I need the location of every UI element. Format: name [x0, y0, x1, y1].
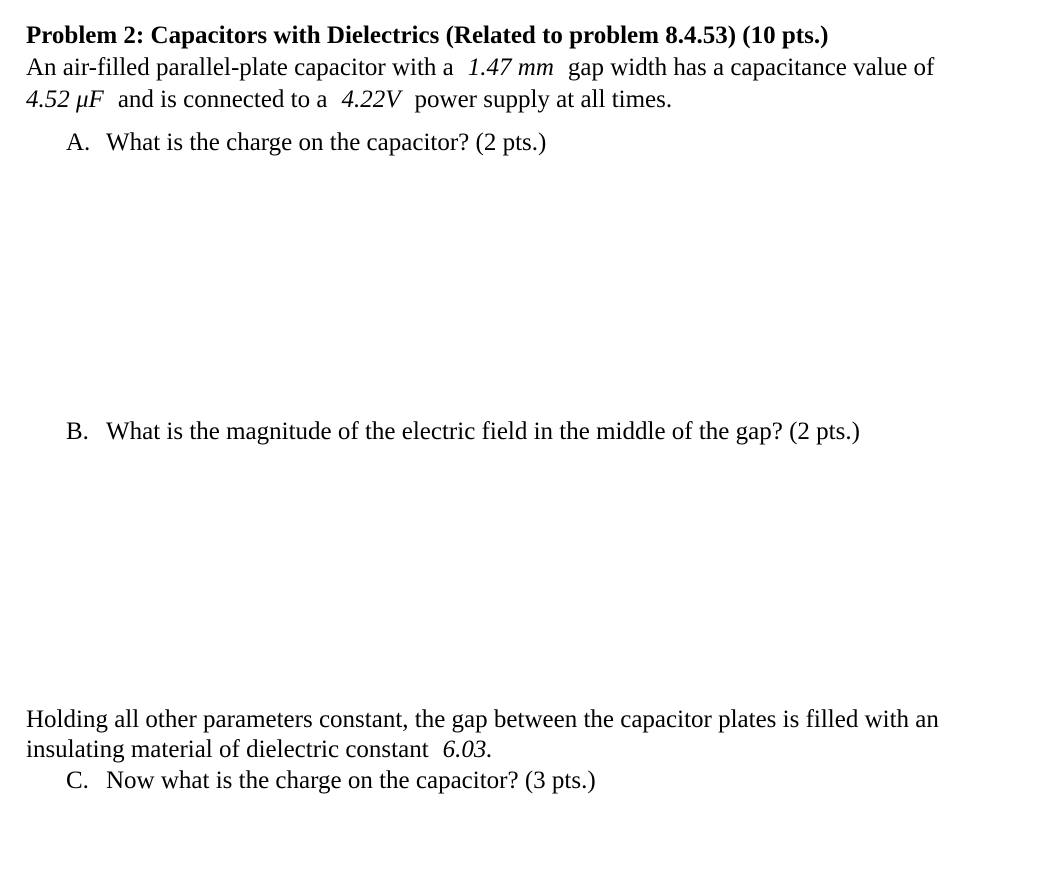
question-a-text: What is the charge on the capacitor? (2 pts.) [106, 129, 547, 156]
intro-line-2 [26, 84, 672, 116]
question-c-label: C. [66, 767, 89, 794]
intro-text-4: power supply at all times. [414, 86, 673, 113]
holding-line-1: Holding all other parameters constant, the gap between the capacitor plates is filled with an [26, 706, 939, 733]
holding-text-2: insulating material of dielectric constant [26, 736, 429, 763]
question-b-text: What is the magnitude of the electric field in the middle of the gap? (2 pts.) [106, 418, 860, 445]
dielectric-constant-value: 6.03. [442, 736, 493, 763]
question-a-label: A. [66, 129, 91, 156]
intro-line-1 [26, 52, 934, 84]
question-a [66, 127, 546, 159]
problem-title: Problem 2: Capacitors with Dielectrics (Related to problem 8.4.53) (10 pts.) [26, 22, 829, 49]
question-b-label: B. [66, 418, 89, 445]
voltage-value: 4.22V [341, 86, 401, 113]
question-c [66, 765, 596, 797]
gap-width-value: 1.47 mm [467, 54, 554, 81]
question-c-text: Now what is the charge on the capacitor? (3 pts.) [106, 767, 596, 794]
intro-text-1: An air-filled parallel-plate capacitor with a [26, 54, 454, 81]
intro-text-2: gap width has a capacitance value of [567, 54, 935, 81]
capacitance-value: 4.52 μF [26, 86, 104, 113]
question-b [66, 416, 860, 448]
holding-line-2 [26, 734, 493, 766]
intro-text-3: and is connected to a [117, 86, 328, 113]
